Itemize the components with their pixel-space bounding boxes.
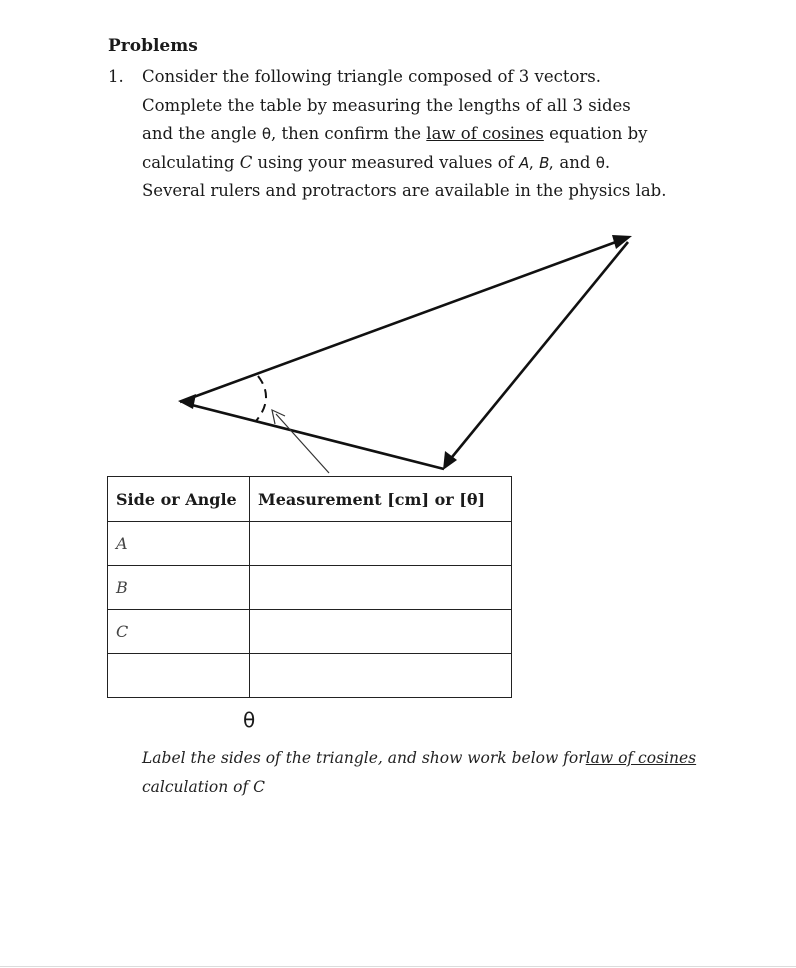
text-fragment: , then confirm the	[271, 124, 427, 144]
var-c: C	[239, 152, 253, 172]
theta-symbol: θ	[595, 153, 605, 172]
table-row	[108, 522, 512, 566]
arrowhead-left	[178, 394, 196, 409]
problem-number: 1.	[108, 67, 124, 86]
theta-label: θ	[243, 708, 256, 732]
header-side-or-angle: Side or Angle	[108, 477, 250, 522]
table-row	[108, 566, 512, 610]
text-fragment: equation by	[543, 124, 648, 144]
section-heading: Problems	[108, 36, 198, 56]
text-fragment: .	[604, 152, 611, 172]
measurement-cell[interactable]	[250, 566, 512, 610]
text-fragment: and	[554, 152, 596, 172]
measurement-table	[107, 476, 512, 698]
text-fragment: using your measured values of	[252, 152, 520, 172]
vars-a-b: A, B,	[519, 153, 555, 172]
problem-line-2: Complete the table by measuring the lengths of all 3 sides	[142, 95, 631, 115]
instructions-line-2: calculation of C	[142, 777, 266, 796]
measurement-cell[interactable]	[250, 522, 512, 566]
vector-line-right	[448, 242, 628, 462]
vector-line-top	[180, 239, 624, 402]
theta-symbol: θ	[261, 125, 272, 144]
measurement-cell[interactable]	[250, 610, 512, 654]
arrowhead-top-right	[612, 235, 632, 249]
problem-line-5: Several rulers and protractors are available in the physics lab.	[142, 181, 667, 201]
law-of-cosines-link[interactable]: law of cosines	[585, 749, 697, 767]
table-row	[108, 610, 512, 654]
instructions	[142, 744, 696, 801]
row-label: A	[108, 522, 250, 566]
angle-pointer-line	[276, 414, 329, 473]
page-bottom-divider	[0, 966, 796, 967]
problem-line-1: Consider the following triangle composed of 3 vectors.	[142, 67, 602, 86]
instructions-line-1	[142, 744, 696, 773]
measurement-cell[interactable]	[250, 654, 512, 698]
row-label: B	[108, 566, 250, 610]
header-measurement: Measurement [cm] or [θ]	[250, 477, 512, 522]
row-label: C	[108, 610, 250, 654]
table-header-row	[108, 477, 512, 522]
text-fragment: Label the sides of the triangle, and show work below for	[142, 749, 586, 767]
row-label	[108, 654, 250, 698]
angle-arc	[256, 376, 266, 421]
law-of-cosines-link[interactable]: law of cosines	[426, 124, 544, 144]
table-row	[108, 654, 512, 698]
text-fragment: calculating	[142, 152, 240, 172]
text-fragment: and the angle	[142, 124, 262, 144]
